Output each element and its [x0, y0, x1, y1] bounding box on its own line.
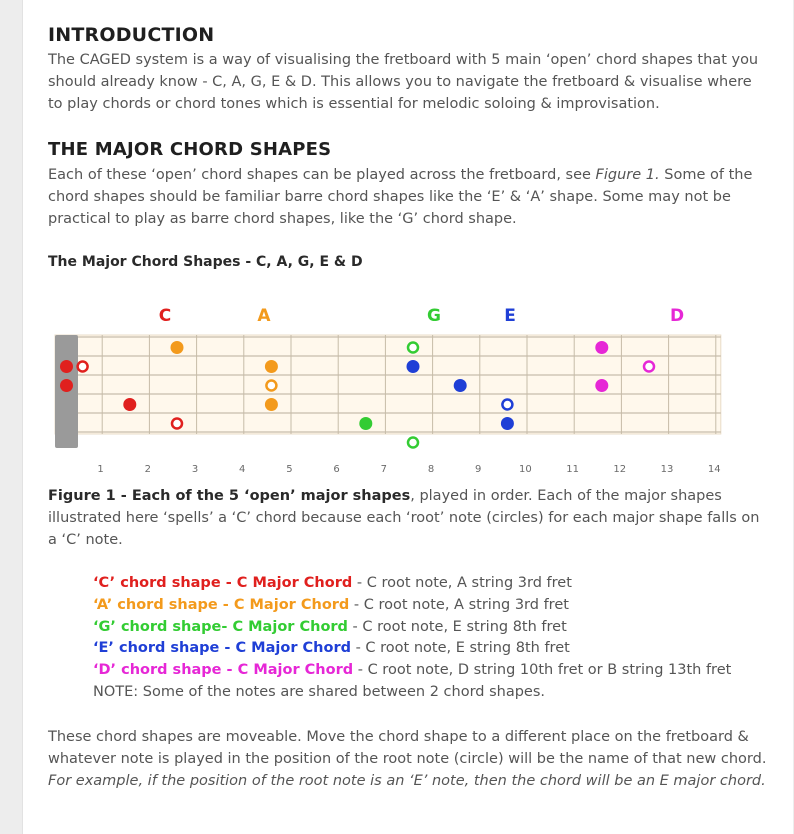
- fret-number: 13: [660, 464, 674, 475]
- document-page: [22, 0, 793, 834]
- figure-caption: [48, 486, 768, 551]
- intro-paragraph: The CAGED system is a way of visualising the fretboard with 5 main ‘open’ chord shapes that you should already know - C, A, G, E & D. This allows you to navigate the fretboard & visualise where to play chords or chord tones which is essential for melodic soloing & improvisation.: [48, 52, 759, 112]
- shape-label-g: G: [427, 306, 441, 326]
- fret-number: 1: [97, 464, 104, 475]
- shape-labels: [159, 306, 684, 326]
- shape-label-d: D: [669, 306, 685, 326]
- legend-desc: - C root note, E string 8th fret: [347, 618, 567, 635]
- shapes-text-after: Some of the chord shapes should be familiar barre chord shapes like the ‘E’ & ‘A’ shape. Some may not be practical to play as barre chord shapes, like the ‘G’ chord shape.: [48, 167, 753, 227]
- shape-label-e: E: [504, 306, 516, 326]
- legend-desc: - C root note, A string 3rd fret: [352, 575, 572, 591]
- fret-number: 10: [519, 464, 532, 475]
- note-dot: [60, 360, 73, 373]
- root-note-circle: [408, 343, 418, 353]
- note-dot: [60, 379, 73, 392]
- legend-desc: - C root note, D string 10th fret or B string 13th fret: [353, 662, 732, 679]
- note-dot: [123, 398, 136, 411]
- root-note-circle: [408, 438, 418, 448]
- note-dot: [501, 417, 514, 430]
- shape-legend: [93, 573, 731, 704]
- fret-number: 11: [566, 464, 579, 475]
- legend-label: ‘A’ chord shape - C Major Chord: [93, 596, 350, 613]
- legend-desc: - C root note, E string 8th fret: [350, 640, 570, 657]
- legend-item: [93, 617, 731, 639]
- shapes-heading: THE MAJOR CHORD SHAPES: [48, 139, 332, 161]
- closing-paragraph: [48, 727, 768, 792]
- figure-reference: Figure 1.: [595, 167, 660, 184]
- note-dot: [265, 360, 278, 373]
- fret-number: 3: [191, 464, 199, 475]
- root-note-circle: [172, 419, 182, 429]
- legend-label: ‘C’ chord shape - C Major Chord: [93, 575, 353, 591]
- fret-number: 7: [380, 464, 387, 475]
- note-dot: [595, 341, 608, 354]
- legend-item: [93, 660, 731, 682]
- closing-text: These chord shapes are moveable. Move the chord shape to a different place on the fretboard & whatever note is played in the position of the root note (circle) will be the name of that new chord.: [48, 729, 767, 767]
- intro-heading: INTRODUCTION: [48, 24, 215, 46]
- caption-bold: Figure 1 - Each of the 5 ‘open’ major shapes: [48, 488, 411, 504]
- shape-label-c: C: [158, 306, 172, 326]
- fret-number: 5: [286, 464, 293, 475]
- note-dot: [595, 379, 608, 392]
- fret-number: 14: [707, 464, 721, 475]
- legend-note: NOTE: Some of the notes are shared between 2 chord shapes.: [93, 683, 546, 700]
- root-note-circle: [502, 400, 512, 410]
- note-dot: [265, 398, 278, 411]
- legend-desc: - C root note, A string 3rd fret: [349, 596, 569, 613]
- note-dot: [454, 379, 467, 392]
- legend-label: ‘G’ chord shape- C Major Chord: [93, 618, 348, 635]
- fretboard: [55, 335, 721, 448]
- fret-numbers: [97, 464, 720, 475]
- fretboard-diagram: [23, 0, 793, 480]
- fret-number: 2: [144, 464, 151, 475]
- legend-label: ‘E’ chord shape - C Major Chord: [93, 640, 351, 657]
- fret-number: 12: [613, 464, 627, 475]
- shapes-text-before: Each of these ‘open’ chord shapes can be played across the fretboard, see: [48, 167, 596, 184]
- note-dot: [407, 360, 420, 373]
- note-dot: [171, 341, 184, 354]
- root-note-circle: [644, 362, 654, 372]
- fret-number: 8: [427, 464, 435, 475]
- fret-number: 9: [475, 464, 482, 475]
- root-note-circle: [266, 381, 276, 391]
- fret-number: 4: [239, 464, 246, 475]
- legend-label: ‘D’ chord shape - C Major Chord: [93, 662, 354, 679]
- root-note-circle: [78, 362, 88, 372]
- shape-label-a: A: [257, 306, 271, 326]
- legend-item: [93, 638, 731, 660]
- note-dot: [359, 417, 372, 430]
- caption-rest: , played in order. Each of the major shapes illustrated here ‘spells’ a ‘C’ chord because each ‘root’ note (circles) for each major shape falls on a ‘C’ note.: [48, 488, 760, 548]
- figure-title: The Major Chord Shapes - C, A, G, E & D: [48, 253, 363, 270]
- closing-example: For example, if the position of the root note is an ‘E’ note, then the chord will be an E major chord.: [48, 772, 766, 789]
- legend-item: [93, 573, 731, 595]
- fret-number: 6: [333, 464, 340, 475]
- legend-item: [93, 595, 731, 617]
